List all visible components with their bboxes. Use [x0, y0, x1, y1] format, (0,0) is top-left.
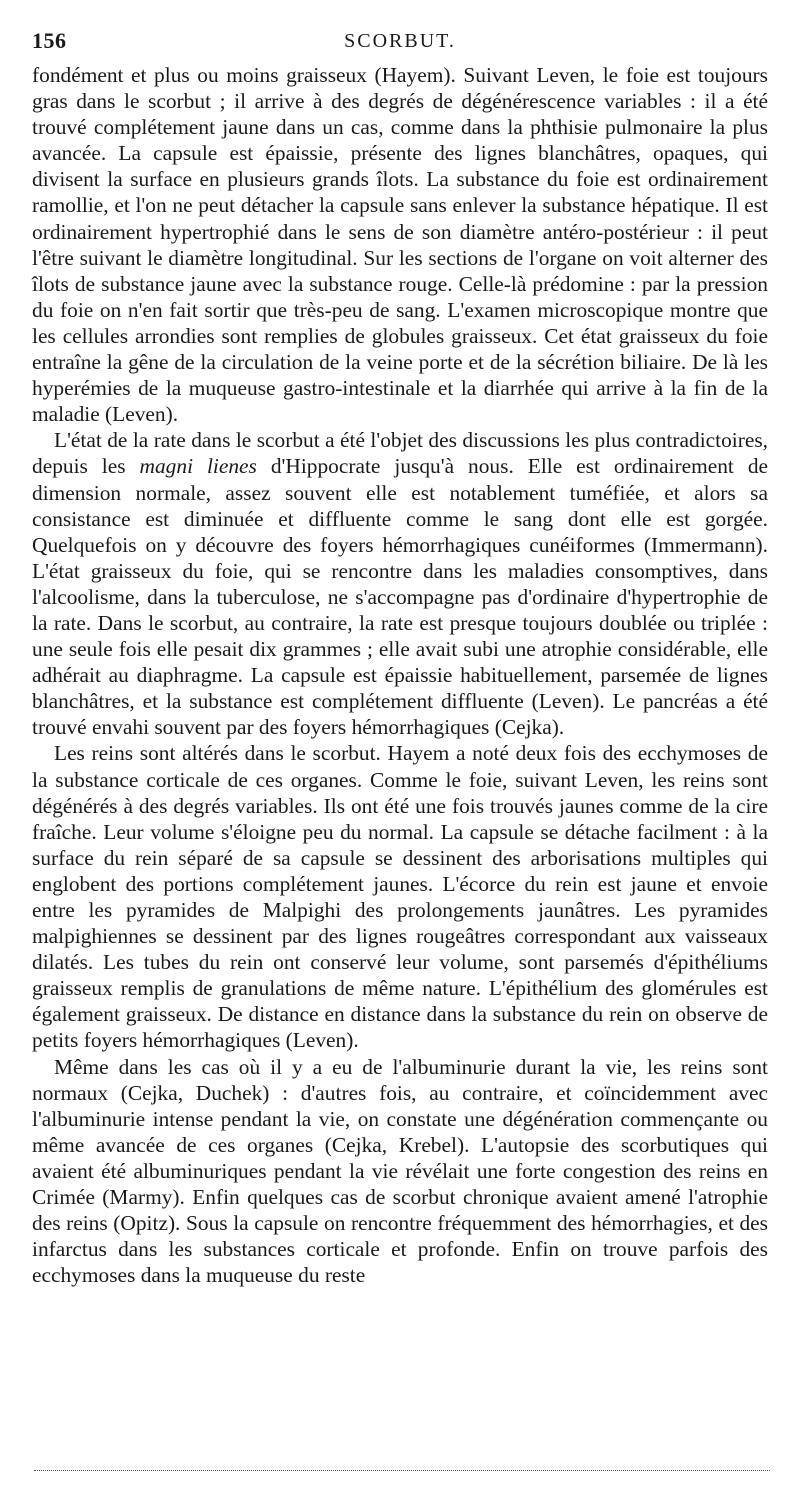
page-number: 156 [32, 28, 67, 53]
running-title: SCORBUT. [344, 30, 456, 52]
body-text [32, 62, 768, 1288]
book-page [32, 28, 768, 1288]
footer-dotted-rule [34, 1470, 770, 1471]
paragraph-spleen-text-before: L'état de la rate dans le scorbut a été l'objet des discussions les plus contradictoires, depuis les [32, 428, 768, 479]
paragraph-spleen-text-after: d'Hippocrate jusqu'à nous. Elle est ordinairement de dimension normale, assez souvent elle est notablement tuméfiée, et alors sa consistance est diminuée et diffluente comme le sang dont elle est gorgée. Quelquefois on y découvre des foyers hémorrhagiques cunéiformes (Immermann). L'état graisseux du foie, qui se rencontre dans les maladies consomptives, dans l'alcoolisme, dans la tuberculose, ne s'accompagne pas d'ordinaire d'hypertrophie de la rate. Dans le scorbut, au contraire, la rate est presque toujours doublée ou triplée : une seule fois elle pesait dix grammes ; elle avait subi une atrophie considérable, elle adhérait au diaphragme. La capsule est épaissie habituellement, parsemée de lignes blanchâtres, et la substance est complétement diffluente (Leven). Le pancréas a été trouvé envahi souvent par des foyers hémorrhagiques (Cejka). [32, 454, 769, 740]
running-head [32, 28, 768, 62]
paragraph-spleen [32, 427, 768, 740]
paragraph-liver: fondément et plus ou moins graisseux (Hayem). Suivant Leven, le foie est toujours gras dans le scorbut ; il arrive à des degrés de dégénérescence variables : il a été trouvé complétement jaune dans un cas, comme dans la phthisie pulmonaire la plus avancée. La capsule est épaissie, présente des lignes blanchâtres, opaques, qui divisent la surface en plusieurs grands îlots. La substance du foie est ordinairement ramollie, et l'on ne peut détacher la capsule sans enlever la substance hépatique. Il est ordinairement hypertrophié dans le sens de son diamètre antéro-postérieur : il peut l'être suivant le diamètre longitudinal. Sur les sections de l'organe on voit alterner des îlots de substance jaune avec la substance rouge. Celle-là prédomine : par la pression du foie on n'en fait sortir que très-peu de sang. L'examen microscopique montre que les cellules arrondies sont remplies de globules graisseux. Cet état graisseux du foie entraîne la gêne de la circulation de la veine porte et de la sécrétion biliaire. De là les hyperémies de la muqueuse gastro-intestinale et la diarrhée qui arrive à la fin de la maladie (Leven). [32, 63, 768, 427]
paragraph-spleen-italic: magni lienes [139, 454, 257, 479]
paragraph-kidneys: Les reins sont altérés dans le scorbut. Hayem a noté deux fois des ecchymoses de la substance corticale de ces organes. Comme le foie, suivant Leven, les reins sont dégénérés à des degrés variables. Ils ont été une fois trouvés jaunes comme de la cire fraîche. Leur volume s'éloigne peu du normal. La capsule se détache facilment : à la surface du rein séparé de sa capsule se dessinent des arborisations multiples qui englobent des portions complétement jaunes. L'écorce du rein est jaune et envoie entre les pyramides de Malpighi des prolongements jaunâtres. Les pyramides malpighiennes se dessinent par des lignes rougeâtres correspondant aux vaisseaux dilatés. Les tubes du rein ont conservé leur volume, sont parsemés d'épithéliums graisseux remplis de granulations de même nature. L'épithélium des glomérules est également graisseux. De distance en distance dans la substance du rein on observe de petits foyers hémorrhagiques (Leven). [32, 741, 768, 1053]
paragraph-albuminuria: Même dans les cas où il y a eu de l'albuminurie durant la vie, les reins sont normaux (Cejka, Duchek) : d'autres fois, au contraire, et coïncidemment avec l'albuminurie intense pendant la vie, on constate une dégénération commençante ou même avancée de ces organes (Cejka, Krebel). L'autopsie des scorbutiques qui avaient été albuminuriques pendant la vie révélait une forte congestion des reins en Crimée (Marmy). Enfin quelques cas de scorbut chronique avaient amené l'atrophie des reins (Opitz). Sous la capsule on rencontre fréquemment des hémorrhagies, et des infarctus dans les substances corticale et profonde. Enfin on trouve parfois des ecchymoses dans la muqueuse du reste [32, 1054, 768, 1288]
